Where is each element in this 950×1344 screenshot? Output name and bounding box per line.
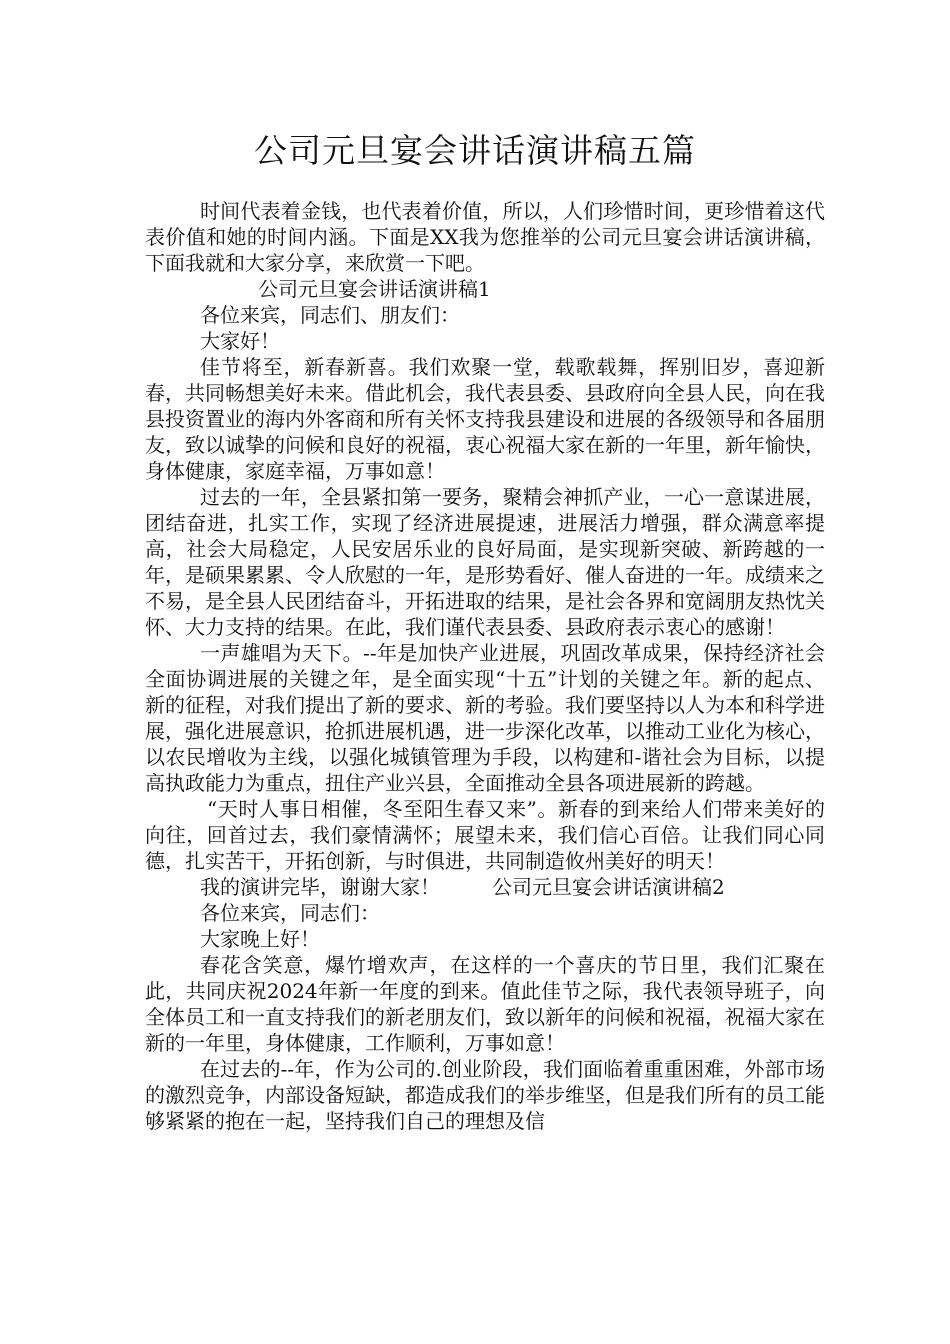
speech1-salutation: 各位来宾，同志们、朋友们： — [200, 303, 460, 327]
intro-paragraph: 时间代表着金钱，也代表着价值，所以，人们珍惜时间，更珍惜着这代表价值和她的时间内涵。下面是XX我为您推举的公司元旦宴会讲话演讲稿，下面我就和大家分享，来欣赏一下吧。 — [145, 199, 825, 275]
speech1-greeting: 大家好！ — [200, 329, 280, 353]
speech1-heading: 公司元旦宴会讲话演讲稿1 — [258, 277, 491, 301]
speech2-heading: 公司元旦宴会讲话演讲稿2 — [492, 875, 725, 899]
speech1-paragraph-4: “天时人事日相催，冬至阳生春又来”。新春的到来给人们带来美好的向往，回首过去，我们豪情满怀；展望未来，我们信心百倍。让我们同心同德，扎实苦干，开拓创新，与时俱进，共同制造攸州美好的明天！ — [145, 797, 825, 873]
speech2-salutation: 各位来宾，同志们： — [200, 901, 380, 925]
speech2-paragraph-2: 在过去的--年，作为公司的.创业阶段，我们面临着重重困难，外部市场的激烈竞争，内部设备短缺，都造成我们的举步维坚，但是我们所有的员工能够紧紧的抱在一起，坚持我们自己的理想及信 — [145, 1057, 825, 1133]
speech1-paragraph-1: 佳节将至，新春新喜。我们欢聚一堂，载歌载舞，挥别旧岁，喜迎新春，共同畅想美好未来。借此机会，我代表县委、县政府向全县人民，向在我县投资置业的海内外客商和所有关怀支持我县建设和进展的各级领导和各届朋友，致以诚挚的问候和良好的祝福，衷心祝福大家在新的一年里，新年愉快，身体健康，家庭幸福，万事如意！ — [145, 355, 825, 483]
speech1-paragraph-3: 一声雄唱为天下。--年是加快产业进展，巩固改革成果，保持经济社会全面协调进展的关键之年，是全面实现“十五”计划的关键之年。新的起点、新的征程，对我们提出了新的要求、新的考验。我们要坚持以人为本和科学进展，强化进展意识，抢抓进展机遇，进一步深化改革，以推动工业化为核心，以农民增收为主线，以强化城镇管理为手段，以构建和-谐社会为目标，以提高执政能力为重点，扭住产业兴县，全面推动全县各项进展新的跨越。 — [145, 641, 825, 795]
document-title: 公司元旦宴会讲话演讲稿五篇 — [254, 131, 696, 170]
closing-line — [145, 874, 825, 900]
speech2-greeting: 大家晚上好！ — [200, 927, 320, 951]
document-body — [145, 198, 825, 1134]
speech1-paragraph-2: 过去的一年，全县紧扣第一要务，聚精会神抓产业，一心一意谋进展，团结奋进，扎实工作，实现了经济进展提速，进展活力增强，群众满意率提高，社会大局稳定，人民安居乐业的良好局面，是实现新突破、新跨越的一年，是硕果累累、令人欣慰的一年，是形势看好、催人奋进的一年。成绩来之不易，是全县人民团结奋斗，开拓进取的结果，是社会各界和宽阔朋友热忱关怀、大力支持的结果。在此，我们谨代表县委、县政府表示衷心的感谢！ — [145, 485, 825, 639]
speech2-paragraph-1: 春花含笑意，爆竹增欢声，在这样的一个喜庆的节日里，我们汇聚在此，共同庆祝2024年新一年度的到来。值此佳节之际，我代表领导班子，向全体员工和一直支持我们的新老朋友们，致以新年的问候和祝福，祝福大家在新的一年里，身体健康，工作顺利，万事如意！ — [145, 953, 825, 1055]
speech1-closing: 我的演讲完毕，谢谢大家！ — [200, 875, 440, 899]
